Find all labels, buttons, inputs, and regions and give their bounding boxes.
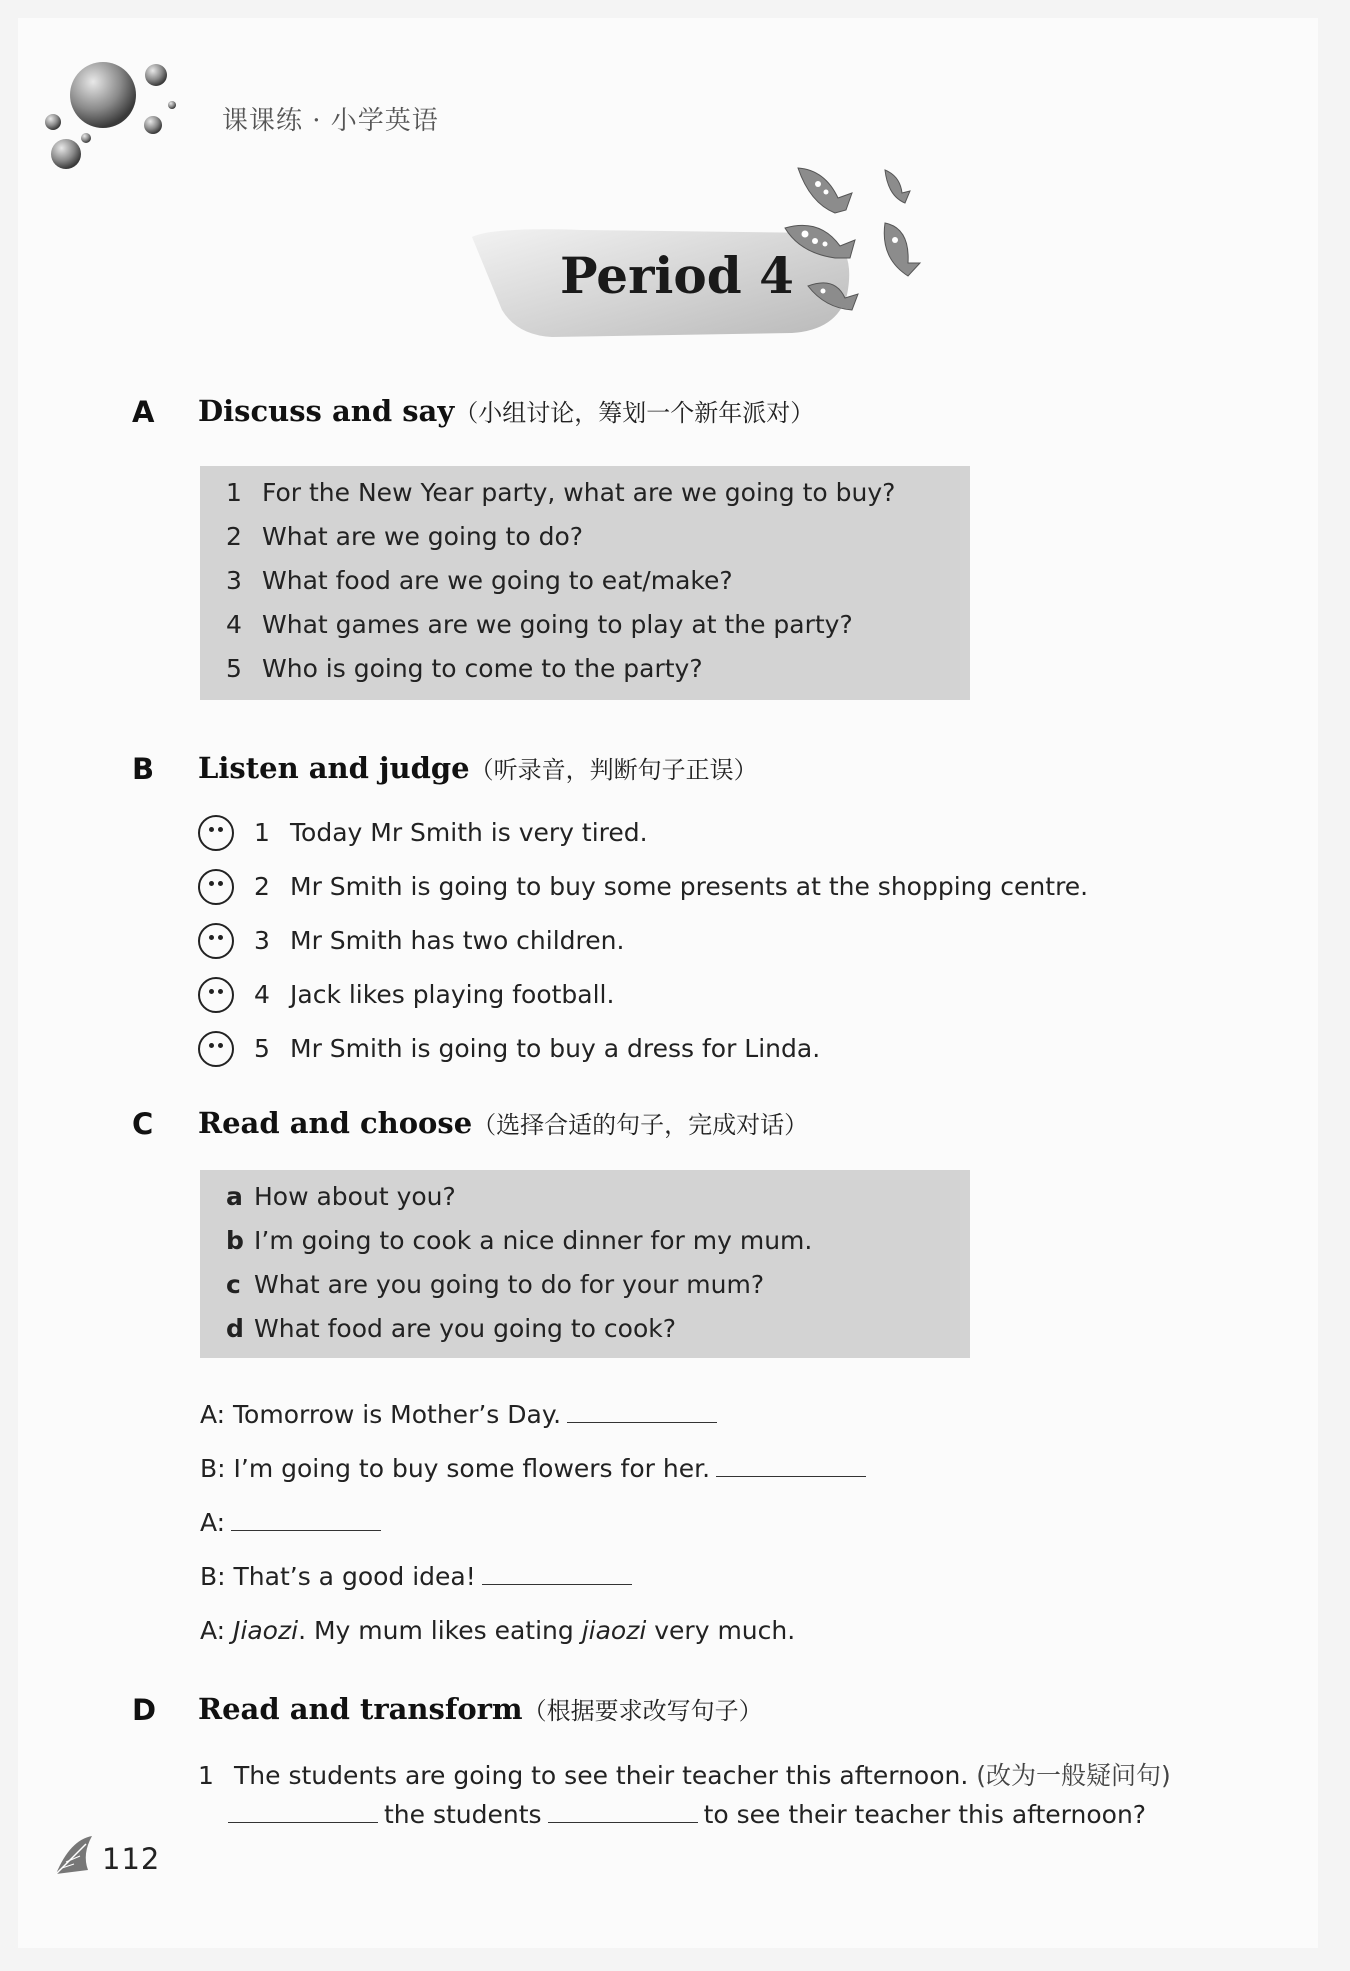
- list-item: [226, 522, 583, 551]
- list-item: [254, 872, 1088, 901]
- item-text: Mr Smith is going to buy some presents at the shopping centre.: [290, 872, 1089, 901]
- item-number: 3: [254, 926, 270, 955]
- section-d-subtitle: （根据要求改写句子）: [522, 1697, 763, 1725]
- item-text: Jack likes playing football.: [290, 980, 615, 1009]
- answer-blank[interactable]: [716, 1454, 866, 1477]
- item-number: 4: [254, 980, 270, 1009]
- dialogue-speaker: A:: [200, 1616, 234, 1645]
- bubbles-decoration: [38, 50, 188, 175]
- judge-face-icon[interactable]: [198, 1031, 234, 1067]
- dialogue-line: [200, 1454, 866, 1483]
- answer-row: [228, 1800, 1146, 1829]
- option-text: I’m going to cook a nice dinner for my mum.: [254, 1226, 813, 1255]
- dialogue-text: . My mum likes eating: [298, 1616, 582, 1645]
- option-letter: a: [226, 1182, 243, 1211]
- item-number: 2: [254, 872, 270, 901]
- option-item: [226, 1182, 456, 1211]
- question-text: The students are going to see their teacher this afternoon.: [234, 1761, 969, 1790]
- list-item: [254, 926, 624, 955]
- section-b-letter: B: [132, 752, 155, 786]
- section-a-letter: A: [132, 395, 155, 429]
- list-item: [226, 478, 895, 507]
- judge-face-icon[interactable]: [198, 869, 234, 905]
- item-number: 1: [226, 478, 242, 507]
- answer-blank[interactable]: [548, 1800, 698, 1823]
- answer-blank[interactable]: [482, 1562, 632, 1585]
- dialogue-italic: jiaozi: [581, 1616, 647, 1645]
- section-a-title: Discuss and say: [198, 394, 455, 428]
- item-text: Mr Smith has two children.: [290, 926, 625, 955]
- judge-face-icon[interactable]: [198, 923, 234, 959]
- answer-text: the students: [384, 1800, 542, 1829]
- section-d-letter: D: [132, 1693, 157, 1727]
- option-item: [226, 1270, 764, 1299]
- section-b-heading: [198, 750, 758, 785]
- answer-blank[interactable]: [231, 1508, 381, 1531]
- option-text: What are you going to do for your mum?: [254, 1270, 765, 1299]
- question-number: 1: [198, 1761, 214, 1790]
- item-number: 2: [226, 522, 242, 551]
- list-item: [226, 566, 733, 595]
- dialogue-line: [200, 1616, 795, 1645]
- answer-blank[interactable]: [228, 1800, 378, 1823]
- section-d-title: Read and transform: [198, 1692, 523, 1726]
- section-c-heading: [198, 1105, 808, 1140]
- question-instruction: (改为一般疑问句): [976, 1761, 1171, 1790]
- option-letter: b: [226, 1226, 244, 1255]
- item-number: 4: [226, 610, 242, 639]
- book-title: 课课练 · 小学英语: [222, 106, 439, 136]
- item-number: 1: [254, 818, 270, 847]
- fish-decoration: [780, 158, 950, 328]
- dialogue-text: B: That’s a good idea!: [200, 1562, 476, 1591]
- page-title: Period 4: [560, 246, 794, 305]
- section-b-subtitle: （听录音，判断句子正误）: [469, 756, 758, 784]
- item-text: For the New Year party, what are we going to buy?: [262, 478, 896, 507]
- section-c-letter: C: [132, 1107, 154, 1141]
- judge-face-icon[interactable]: [198, 815, 234, 851]
- dialogue-line: [200, 1508, 381, 1537]
- answer-blank[interactable]: [567, 1400, 717, 1423]
- item-number: 5: [226, 654, 242, 683]
- list-item: [226, 610, 853, 639]
- section-b-title: Listen and judge: [198, 751, 470, 785]
- question-row: [198, 1756, 1171, 1792]
- item-text: What games are we going to play at the party?: [262, 610, 853, 639]
- list-item: [226, 654, 703, 683]
- dialogue-text: B: I’m going to buy some flowers for her.: [200, 1454, 711, 1483]
- section-d-heading: [198, 1691, 763, 1726]
- dialogue-line: [200, 1562, 632, 1591]
- item-number: 3: [226, 566, 242, 595]
- item-text: Who is going to come to the party?: [262, 654, 703, 683]
- dialogue-text: A:: [200, 1508, 226, 1537]
- leaf-icon: [52, 1832, 98, 1878]
- option-item: [226, 1314, 676, 1343]
- option-text: How about you?: [254, 1182, 456, 1211]
- dialogue-line: [200, 1400, 717, 1429]
- dialogue-italic: Jiaozi: [233, 1616, 299, 1645]
- item-text: Mr Smith is going to buy a dress for Linda.: [290, 1034, 821, 1063]
- item-text: What are we going to do?: [262, 522, 584, 551]
- option-letter: c: [226, 1270, 241, 1299]
- option-text: What food are you going to cook?: [254, 1314, 676, 1343]
- dialogue-text: very much.: [646, 1616, 796, 1645]
- item-number: 5: [254, 1034, 270, 1063]
- item-text: What food are we going to eat/make?: [262, 566, 733, 595]
- section-c-subtitle: （选择合适的句子，完成对话）: [472, 1111, 809, 1139]
- list-item: [254, 1034, 820, 1063]
- list-item: [254, 818, 648, 847]
- section-c-title: Read and choose: [198, 1106, 473, 1140]
- answer-text: to see their teacher this afternoon?: [703, 1800, 1147, 1829]
- dialogue-text: A: Tomorrow is Mother’s Day.: [200, 1400, 562, 1429]
- option-letter: d: [226, 1314, 244, 1343]
- section-a-heading: [198, 393, 814, 428]
- option-item: [226, 1226, 812, 1255]
- page-number: 112: [102, 1842, 161, 1876]
- judge-face-icon[interactable]: [198, 977, 234, 1013]
- item-text: Today Mr Smith is very tired.: [290, 818, 648, 847]
- list-item: [254, 980, 614, 1009]
- section-a-subtitle: （小组讨论，筹划一个新年派对）: [454, 399, 815, 427]
